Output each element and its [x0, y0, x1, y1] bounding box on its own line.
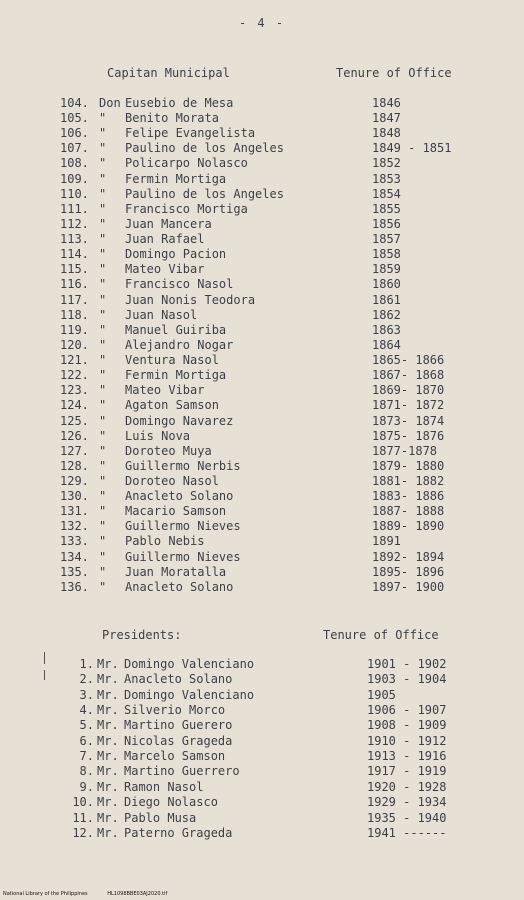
row-tenure: 1920 - 1928: [367, 779, 447, 794]
table-row: [0, 534, 524, 549]
row-title: ": [99, 534, 107, 549]
table-row: [0, 780, 524, 795]
row-number: 132.: [60, 519, 89, 534]
table-row: [0, 217, 524, 232]
row-tenure: 1887- 1888: [372, 504, 445, 519]
row-title: ": [99, 413, 107, 428]
row-name: Macario Samson: [125, 504, 227, 519]
row-tenure: 1859: [372, 262, 401, 277]
row-title: Mr.: [97, 779, 119, 794]
row-tenure: 1892- 1894: [372, 549, 445, 564]
table-row: [0, 383, 524, 398]
table-row: [0, 247, 524, 262]
row-title: ": [99, 549, 107, 564]
row-name: Juan Moratalla: [125, 564, 227, 579]
row-title: ": [99, 443, 107, 458]
row-number: 113.: [60, 232, 89, 247]
row-number: 128.: [60, 458, 89, 473]
row-title: ": [99, 171, 107, 186]
footer-filename: HL1098BBE03AJ2020.tif: [107, 891, 168, 897]
row-tenure: 1891: [372, 534, 401, 549]
row-name: Anacleto Solano: [125, 579, 234, 594]
table-row: [0, 550, 524, 565]
table-row: [0, 504, 524, 519]
row-tenure: 1862: [372, 307, 401, 322]
row-title: Mr.: [97, 672, 119, 687]
table-row: [0, 459, 524, 474]
table-row: [0, 565, 524, 580]
row-tenure: 1860: [372, 277, 401, 292]
row-title: Mr.: [97, 718, 119, 733]
row-number: 136.: [60, 579, 89, 594]
row-number: 115.: [60, 262, 89, 277]
row-number: 108.: [60, 156, 89, 171]
row-number: 106.: [60, 126, 89, 141]
row-title: Mr.: [97, 703, 119, 718]
table-row: [0, 672, 524, 687]
table-row: [0, 734, 524, 749]
footer-source: National Library of the Philippines: [3, 891, 88, 897]
row-title: ": [99, 277, 107, 292]
row-number: 109.: [60, 171, 89, 186]
row-tenure: 1855: [372, 201, 401, 216]
row-name: Martino Guerrero: [124, 764, 240, 779]
row-name: Eusebio de Mesa: [125, 96, 234, 110]
row-tenure: 1906 - 1907: [367, 703, 447, 718]
row-tenure: 1857: [372, 232, 401, 247]
table-row: [0, 111, 524, 126]
row-tenure: 1897- 1900: [372, 579, 445, 594]
row-title: ": [99, 398, 107, 413]
row-title: ": [99, 262, 107, 277]
row-tenure: 1877-1878: [372, 443, 438, 458]
row-name: Domingo Navarez: [125, 413, 234, 428]
row-number: 9.: [79, 779, 94, 794]
row-title: ": [99, 474, 107, 488]
row-title: ": [99, 141, 107, 156]
table-row: [0, 202, 524, 217]
row-tenure: 1873- 1874: [372, 413, 445, 428]
row-title: Mr.: [97, 749, 119, 764]
row-title: Mr.: [97, 810, 119, 825]
row-number: 1.: [79, 657, 94, 671]
row-number: 129.: [60, 474, 89, 488]
row-name: Anacleto Solano: [125, 489, 234, 504]
row-number: 112.: [60, 216, 89, 231]
table-row: [0, 444, 524, 459]
row-title: ": [99, 519, 107, 534]
table-row: [0, 187, 524, 202]
table-row: [0, 811, 524, 826]
row-title: Mr.: [97, 795, 119, 810]
row-name: Policarpo Nolasco: [125, 156, 248, 171]
row-number: 10.: [72, 795, 94, 810]
row-title: ": [99, 247, 107, 262]
table-row: [0, 826, 524, 841]
table-row: [0, 414, 524, 429]
row-title: ": [99, 489, 107, 504]
row-name: Francisco Mortiga: [125, 201, 248, 216]
row-tenure: 1875- 1876: [372, 428, 445, 443]
row-name: Martino Guerero: [124, 718, 233, 733]
table-row: [0, 398, 524, 413]
row-tenure: 1867- 1868: [372, 368, 445, 383]
row-title: Mr.: [97, 825, 119, 840]
row-tenure: 1941 ------: [367, 825, 447, 840]
section1-header-left: Capitan Municipal: [107, 66, 230, 80]
row-number: 12.: [72, 825, 94, 840]
row-number: 3.: [79, 687, 94, 702]
page-number: - 4 -: [238, 16, 286, 30]
row-title: ": [99, 307, 107, 322]
row-tenure: 1856: [372, 216, 401, 231]
row-name: Anacleto Solano: [124, 672, 233, 687]
row-number: 5.: [79, 718, 94, 733]
row-name: Fermin Mortiga: [125, 368, 227, 383]
row-tenure: 1895- 1896: [372, 564, 445, 579]
table-row: [0, 580, 524, 595]
row-number: 117.: [60, 292, 89, 307]
table-row: [0, 262, 524, 277]
row-tenure: 1910 - 1912: [367, 733, 447, 748]
row-title: ": [99, 111, 107, 126]
table-row: [0, 323, 524, 338]
row-name: Guillermo Nieves: [125, 519, 241, 534]
row-tenure: 1863: [372, 322, 401, 337]
row-tenure: 1849 - 1851: [372, 141, 452, 156]
row-number: 11.: [72, 810, 94, 825]
row-name: Manuel Guiriba: [125, 322, 227, 337]
table-row: [0, 429, 524, 444]
table-row: [0, 703, 524, 718]
row-name: Juan Mancera: [125, 216, 212, 231]
row-number: 123.: [60, 383, 89, 398]
row-number: 126.: [60, 428, 89, 443]
row-title: ": [99, 216, 107, 231]
row-number: 8.: [79, 764, 94, 779]
table-row: [0, 156, 524, 171]
row-name: Paterno Grageda: [124, 825, 233, 840]
row-number: 105.: [60, 111, 89, 126]
row-name: Fermin Mortiga: [125, 171, 227, 186]
table-row: [0, 718, 524, 733]
table-row: [0, 96, 524, 111]
row-title: ": [99, 292, 107, 307]
row-title: ": [99, 579, 107, 594]
row-tenure: 1846: [372, 96, 401, 110]
table-row: [0, 277, 524, 292]
table-row: [0, 368, 524, 383]
row-title: ": [99, 232, 107, 247]
row-title: ": [99, 504, 107, 519]
row-tenure: 1848: [372, 126, 401, 141]
row-title: Mr.: [97, 733, 119, 748]
row-title: ": [99, 458, 107, 473]
row-name: Juan Nonis Teodora: [125, 292, 256, 307]
row-tenure: 1881- 1882: [372, 474, 445, 488]
row-title: ": [99, 126, 107, 141]
row-title: ": [99, 156, 107, 171]
table-row: [0, 293, 524, 308]
table-row: [0, 126, 524, 141]
row-name: Mateo Vibar: [125, 262, 205, 277]
row-tenure: 1853: [372, 171, 401, 186]
row-tenure: 1908 - 1909: [367, 718, 447, 733]
row-number: 107.: [60, 141, 89, 156]
row-tenure: 1929 - 1934: [367, 795, 447, 810]
row-tenure: 1865- 1866: [372, 353, 445, 368]
row-number: 127.: [60, 443, 89, 458]
row-number: 111.: [60, 201, 89, 216]
row-tenure: 1935 - 1940: [367, 810, 447, 825]
row-name: Alejandro Nogar: [125, 337, 234, 352]
row-number: 134.: [60, 549, 89, 564]
table-row: [0, 749, 524, 764]
table-row: [0, 474, 524, 489]
row-title: ": [99, 201, 107, 216]
row-name: Luis Nova: [125, 428, 191, 443]
row-name: Felipe Evangelista: [125, 126, 256, 141]
row-name: Doroteo Muya: [125, 443, 212, 458]
row-number: 114.: [60, 247, 89, 262]
row-name: Juan Nasol: [125, 307, 198, 322]
table-row: [0, 141, 524, 156]
table-row: [0, 764, 524, 779]
table-row: [0, 519, 524, 534]
row-name: Juan Rafael: [125, 232, 205, 247]
table-row: [0, 489, 524, 504]
row-tenure: 1852: [372, 156, 401, 171]
row-name: Domingo Valenciano: [124, 657, 255, 671]
row-name: Domingo Valenciano: [124, 687, 255, 702]
row-tenure: 1903 - 1904: [367, 672, 447, 687]
section2-header-left: Presidents:: [102, 628, 182, 642]
row-tenure: 1869- 1870: [372, 383, 445, 398]
row-number: 4.: [79, 703, 94, 718]
row-tenure: 1901 - 1902: [367, 657, 447, 671]
row-name: Diego Nolasco: [124, 795, 218, 810]
row-title: ": [99, 322, 107, 337]
table-row: [0, 172, 524, 187]
row-tenure: 1889- 1890: [372, 519, 445, 534]
row-tenure: 1858: [372, 247, 401, 262]
row-title: ": [99, 186, 107, 201]
row-tenure: 1917 - 1919: [367, 764, 447, 779]
row-name: Marcelo Samson: [124, 749, 226, 764]
table-row: [0, 338, 524, 353]
row-number: 118.: [60, 307, 89, 322]
row-tenure: 1861: [372, 292, 401, 307]
table-row: [0, 232, 524, 247]
row-tenure: 1871- 1872: [372, 398, 445, 413]
row-number: 2.: [79, 672, 94, 687]
row-number: 133.: [60, 534, 89, 549]
row-title: ": [99, 383, 107, 398]
row-number: 7.: [79, 749, 94, 764]
row-tenure: 1905: [367, 687, 396, 702]
row-name: Doroteo Nasol: [125, 474, 219, 488]
row-name: Francisco Nasol: [125, 277, 234, 292]
section1-header-right: Tenure of Office: [336, 66, 452, 80]
row-tenure: 1854: [372, 186, 401, 201]
row-name: Paulino de los Angeles: [125, 141, 284, 156]
row-title: ": [99, 368, 107, 383]
row-name: Guillermo Nerbis: [125, 458, 241, 473]
table-row: [0, 795, 524, 810]
row-name: Agaton Samson: [125, 398, 219, 413]
row-number: 124.: [60, 398, 89, 413]
row-title: ": [99, 337, 107, 352]
row-name: Guillermo Nieves: [125, 549, 241, 564]
row-name: Paulino de los Angeles: [125, 186, 284, 201]
row-tenure: 1913 - 1916: [367, 749, 447, 764]
table-row: [0, 353, 524, 368]
row-number: 6.: [79, 733, 94, 748]
row-number: 104.: [60, 96, 89, 110]
row-number: 135.: [60, 564, 89, 579]
row-number: 119.: [60, 322, 89, 337]
row-name: Benito Morata: [125, 111, 219, 126]
row-number: 130.: [60, 489, 89, 504]
section2-header-right: Tenure of Office: [323, 628, 439, 642]
scan-footer: [0, 888, 524, 900]
row-number: 121.: [60, 353, 89, 368]
row-title: ": [99, 353, 107, 368]
row-number: 131.: [60, 504, 89, 519]
row-title: Don: [99, 96, 121, 110]
row-title: Mr.: [97, 764, 119, 779]
row-tenure: 1883- 1886: [372, 489, 445, 504]
row-title: ": [99, 428, 107, 443]
row-name: Pablo Musa: [124, 810, 197, 825]
row-tenure: 1879- 1880: [372, 458, 445, 473]
row-name: Pablo Nebis: [125, 534, 205, 549]
row-tenure: 1847: [372, 111, 401, 126]
row-number: 122.: [60, 368, 89, 383]
row-name: Silverio Morco: [124, 703, 226, 718]
row-name: Mateo Vibar: [125, 383, 205, 398]
row-title: Mr.: [97, 687, 119, 702]
row-number: 125.: [60, 413, 89, 428]
row-tenure: 1864: [372, 337, 401, 352]
row-title: Mr.: [97, 657, 119, 671]
table-row: [0, 657, 524, 672]
row-number: 116.: [60, 277, 89, 292]
row-name: Ramon Nasol: [124, 779, 204, 794]
table-row: [0, 308, 524, 323]
table-row: [0, 688, 524, 703]
row-name: Ventura Nasol: [125, 353, 219, 368]
row-title: ": [99, 564, 107, 579]
row-name: Nicolas Grageda: [124, 733, 233, 748]
row-number: 110.: [60, 186, 89, 201]
row-name: Domingo Pacion: [125, 247, 227, 262]
row-number: 120.: [60, 337, 89, 352]
